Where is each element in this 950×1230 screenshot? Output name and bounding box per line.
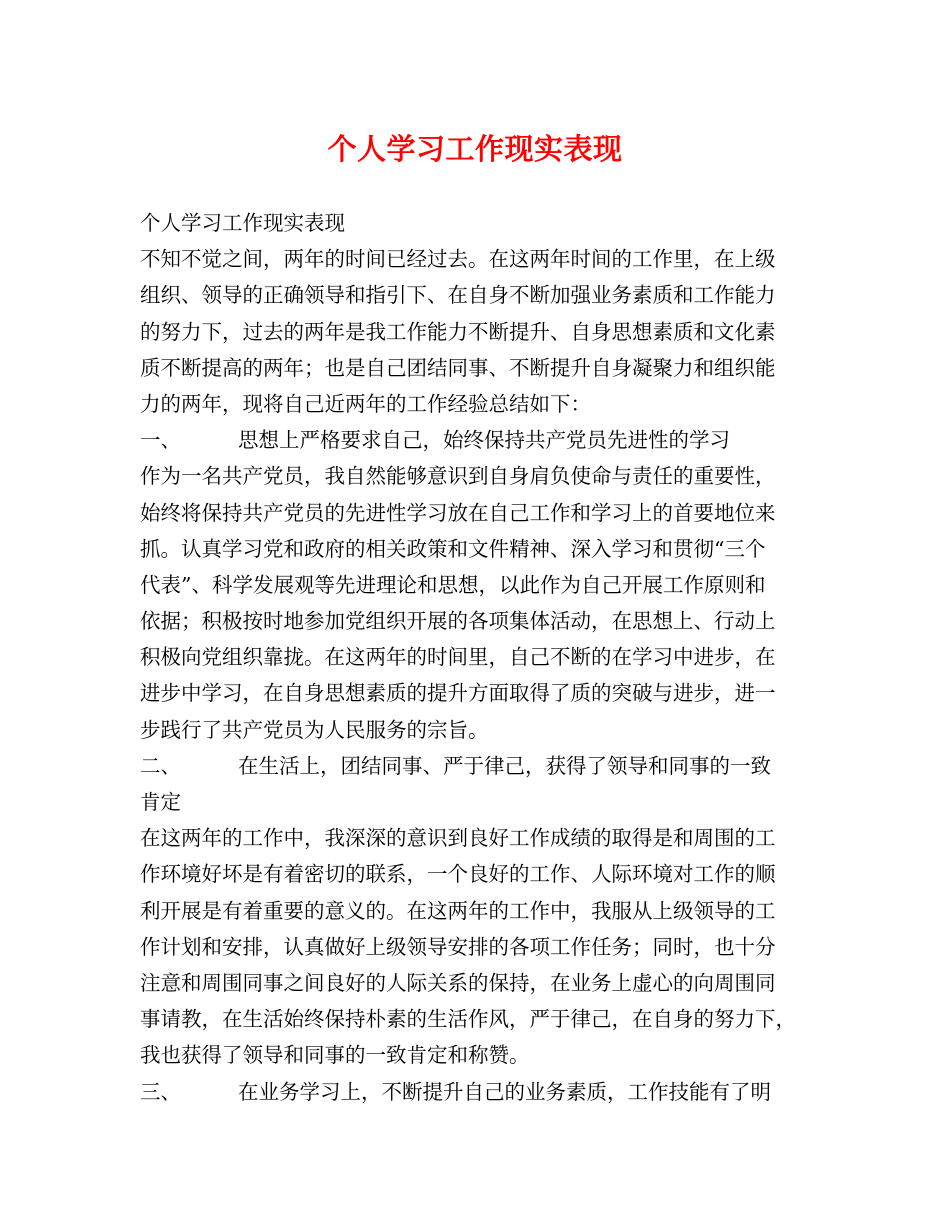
section-heading-2 bbox=[140, 748, 830, 784]
section-heading-3 bbox=[140, 1074, 830, 1110]
section-heading-text: 在生活上，团结同事、严于律己，获得了领导和同事的一致 bbox=[238, 753, 771, 778]
section-number: 二、 bbox=[140, 753, 181, 778]
paragraph-line: 作计划和安排，认真做好上级领导安排的各项工作任务；同时，也十分 bbox=[140, 934, 776, 959]
section-heading-text: 思想上严格要求自己，始终保持共产党员先进性的学习 bbox=[238, 428, 730, 453]
paragraph-line: 代表”、科学发展观等先进理论和思想，以此作为自己开展工作原则和 bbox=[140, 572, 766, 597]
intro-line: 的努力下，过去的两年是我工作能力不断提升、自身思想素质和文化素 bbox=[140, 319, 776, 344]
paragraph-line: 事请教，在生活始终保持朴素的生活作风，严于律己，在自身的努力下， bbox=[140, 1007, 796, 1032]
paragraph-line: 始终将保持共产党员的先进性学习放在自己工作和学习上的首要地位来 bbox=[140, 500, 776, 525]
intro-line: 力的两年，现将自己近两年的工作经验总结如下： bbox=[140, 391, 591, 416]
paragraph-line: 积极向党组织靠拢。在这两年的时间里，自己不断的在学习中进步，在 bbox=[140, 645, 776, 670]
section-heading-1 bbox=[140, 422, 830, 458]
paragraph-line: 注意和周围同事之间良好的人际关系的保持，在业务上虚心的向周围同 bbox=[140, 970, 776, 995]
section-heading-text: 在业务学习上，不断提升自己的业务素质，工作技能有了明 bbox=[238, 1079, 771, 1104]
paragraph-line: 作为一名共产党员，我自然能够意识到自身肩负使命与责任的重要性， bbox=[140, 464, 776, 489]
paragraph-line: 进步中学习，在自身思想素质的提升方面取得了质的突破与进步，进一 bbox=[140, 681, 776, 706]
paragraph-line: 利开展是有着重要的意义的。在这两年的工作中，我服从上级领导的工 bbox=[140, 898, 776, 923]
paragraph-line: 我也获得了领导和同事的一致肯定和称赞。 bbox=[140, 1043, 530, 1068]
paragraph-line: 依据；积极按时地参加党组织开展的各项集体活动，在思想上、行动上 bbox=[140, 609, 776, 634]
section-heading-continued: 肯定 bbox=[140, 790, 181, 814]
intro-line: 不知不觉之间，两年的时间已经过去。在这两年时间的工作里，在上级 bbox=[140, 247, 776, 272]
section-number: 三、 bbox=[140, 1079, 181, 1104]
paragraph-line: 步践行了共产党员为人民服务的宗旨。 bbox=[140, 717, 489, 742]
paragraph-line: 在这两年的工作中，我深深的意识到良好工作成绩的取得是和周围的工 bbox=[140, 826, 776, 851]
section-number: 一、 bbox=[140, 428, 181, 453]
document-title: 个人学习工作现实表现 bbox=[327, 132, 623, 166]
intro-line: 质不断提高的两年；也是自己团结同事、不断提升自身凝聚力和组织能 bbox=[140, 355, 776, 380]
paragraph-line: 抓。认真学习党和政府的相关政策和文件精神、深入学习和贯彻“三个 bbox=[140, 536, 766, 561]
intro-subtitle: 个人学习工作现实表现 bbox=[140, 211, 345, 235]
paragraph-line: 作环境好坏是有着密切的联系，一个良好的工作、人际环境对工作的顺 bbox=[140, 862, 776, 887]
document-body bbox=[140, 205, 830, 1110]
intro-line: 组织、领导的正确领导和指引下、在自身不断加强业务素质和工作能力 bbox=[140, 283, 776, 308]
